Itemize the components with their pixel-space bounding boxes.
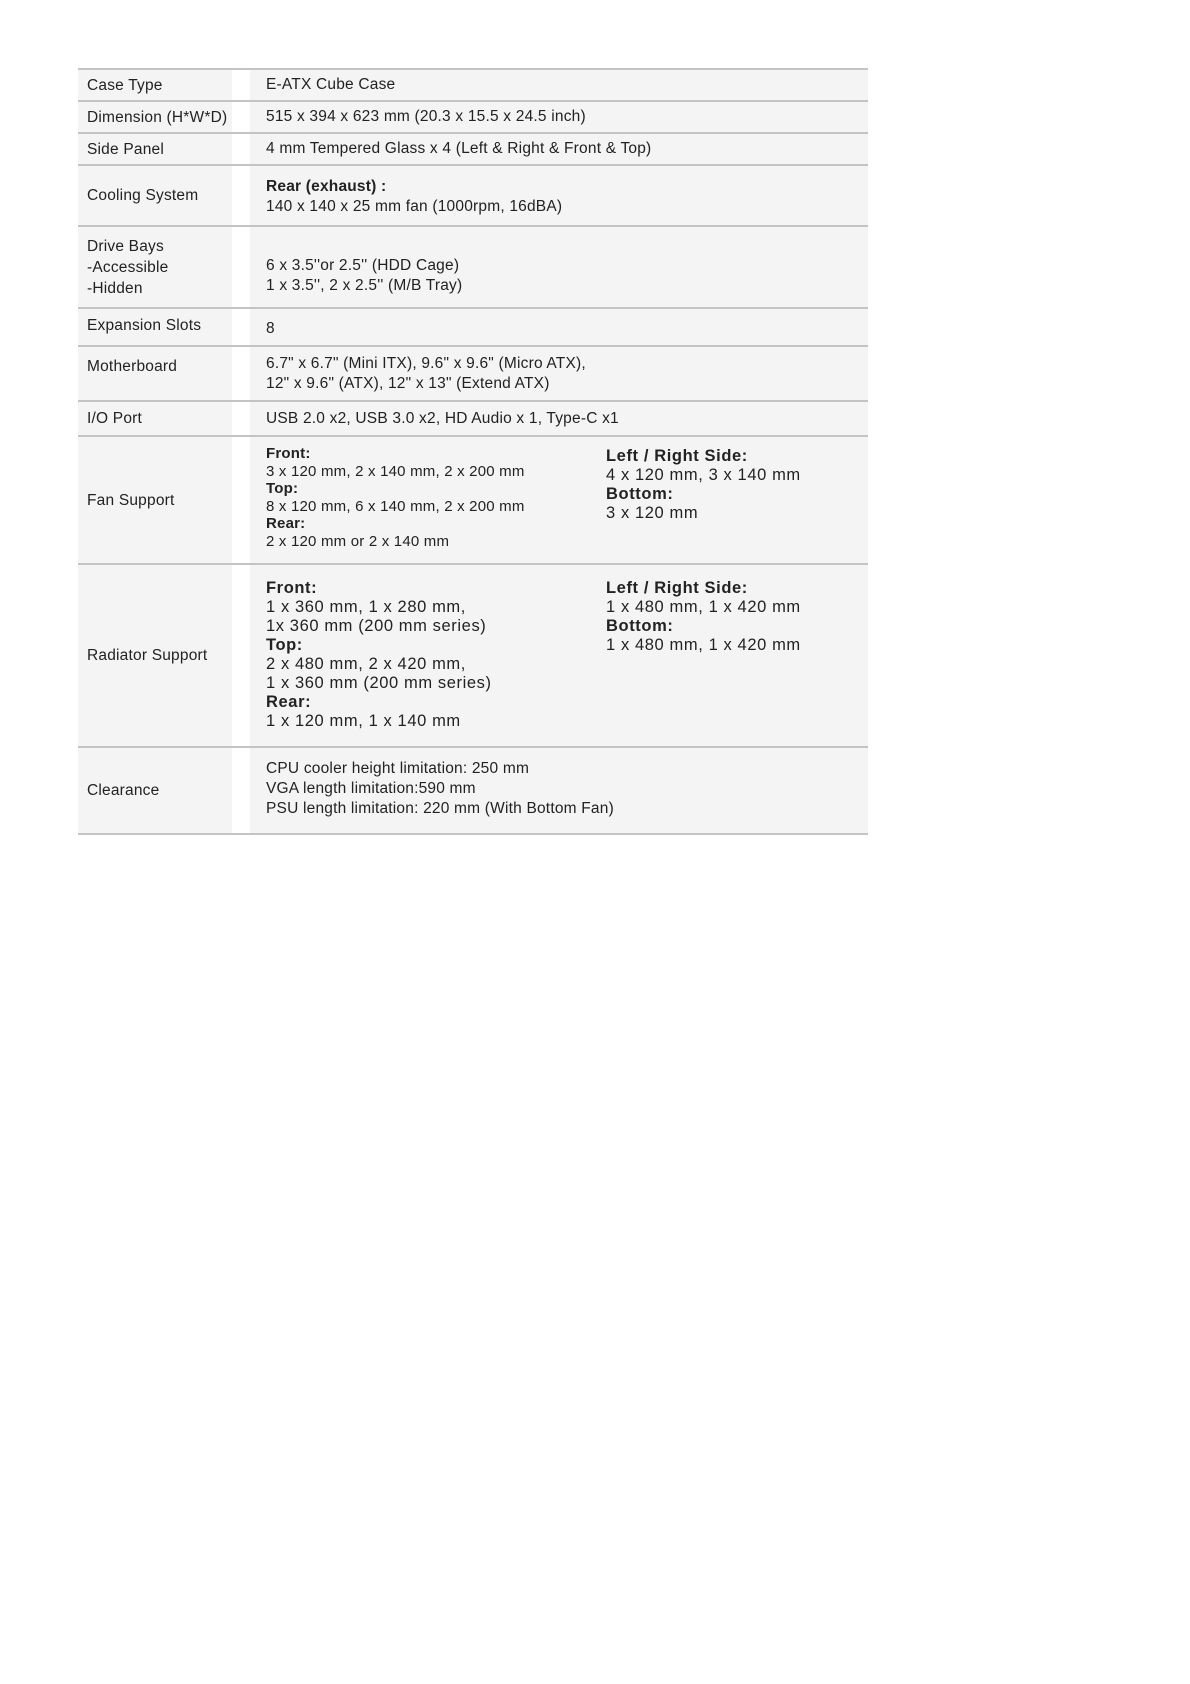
row-case-type xyxy=(78,68,868,100)
label-cooling: Cooling System xyxy=(78,166,250,225)
row-dimension xyxy=(78,100,868,132)
value-expansion: 8 xyxy=(250,309,868,345)
label-side-panel: Side Panel xyxy=(78,134,250,164)
rad-side-heading: Left / Right Side: xyxy=(606,579,748,597)
row-clearance xyxy=(78,746,868,835)
drive-bays-label-0: Drive Bays xyxy=(87,237,164,255)
rad-side-value: 1 x 480 mm, 1 x 420 mm xyxy=(606,598,801,616)
rad-bottom-heading: Bottom: xyxy=(606,617,674,635)
rad-front-value-2: 1x 360 mm (200 mm series) xyxy=(266,617,487,635)
label-drive-bays xyxy=(78,227,250,307)
fan-bottom-value: 3 x 120 mm xyxy=(606,504,699,522)
row-cooling xyxy=(78,164,868,225)
value-motherboard xyxy=(250,347,868,400)
clearance-value-1: VGA length limitation:590 mm xyxy=(266,779,476,797)
value-radiator-support xyxy=(250,565,868,746)
row-radiator-support xyxy=(78,563,868,746)
rad-bottom-value: 1 x 480 mm, 1 x 420 mm xyxy=(606,636,801,654)
label-expansion: Expansion Slots xyxy=(78,309,250,345)
rad-front-heading: Front: xyxy=(266,579,318,597)
value-clearance xyxy=(250,748,868,833)
rad-top-value-2: 1 x 360 mm (200 mm series) xyxy=(266,674,492,692)
motherboard-value-0: 6.7" x 6.7" (Mini ITX), 9.6" x 9.6" (Micro ATX), xyxy=(266,354,586,372)
fan-top-heading: Top: xyxy=(266,480,299,497)
rad-top-heading: Top: xyxy=(266,636,303,654)
label-io-port: I/O Port xyxy=(78,402,250,435)
rad-front-value-1: 1 x 360 mm, 1 x 280 mm, xyxy=(266,598,466,616)
drive-bays-value-0: 6 x 3.5''or 2.5'' (HDD Cage) xyxy=(266,257,460,274)
row-drive-bays xyxy=(78,225,868,307)
label-radiator-support: Radiator Support xyxy=(78,565,250,746)
rad-rear-heading: Rear: xyxy=(266,693,312,711)
value-io-port: USB 2.0 x2, USB 3.0 x2, HD Audio x 1, Type-C x1 xyxy=(250,402,868,435)
row-motherboard xyxy=(78,345,868,400)
drive-bays-label-2: -Hidden xyxy=(87,279,143,297)
value-fan-support xyxy=(250,437,868,563)
drive-bays-value-1: 1 x 3.5'', 2 x 2.5'' (M/B Tray) xyxy=(266,277,463,294)
row-io-port xyxy=(78,400,868,435)
radiator-support-right xyxy=(606,579,868,746)
spec-table xyxy=(78,68,868,835)
value-side-panel: 4 mm Tempered Glass x 4 (Left & Right & Front & Top) xyxy=(250,134,868,164)
label-dimension: Dimension (H*W*D) xyxy=(78,102,250,132)
label-case-type: Case Type xyxy=(78,70,250,100)
label-motherboard: Motherboard xyxy=(78,347,250,400)
value-drive-bays xyxy=(250,227,868,307)
fan-rear-value: 2 x 120 mm or 2 x 140 mm xyxy=(266,532,450,550)
label-fan-support: Fan Support xyxy=(78,437,250,563)
motherboard-value-1: 12" x 9.6" (ATX), 12" x 13" (Extend ATX) xyxy=(266,374,550,392)
clearance-value-0: CPU cooler height limitation: 250 mm xyxy=(266,759,530,777)
fan-rear-heading: Rear: xyxy=(266,515,306,532)
value-case-type: E-ATX Cube Case xyxy=(250,70,868,100)
radiator-support-left xyxy=(266,579,606,746)
fan-side-heading: Left / Right Side: xyxy=(606,447,748,465)
row-fan-support xyxy=(78,435,868,563)
fan-support-right xyxy=(606,445,868,563)
fan-top-value: 8 x 120 mm, 6 x 140 mm, 2 x 200 mm xyxy=(266,497,525,515)
cooling-value: 140 x 140 x 25 mm fan (1000rpm, 16dBA) xyxy=(266,197,563,215)
fan-support-left xyxy=(266,445,606,563)
fan-front-value: 3 x 120 mm, 2 x 140 mm, 2 x 200 mm xyxy=(266,462,525,480)
fan-side-value: 4 x 120 mm, 3 x 140 mm xyxy=(606,466,801,484)
value-dimension: 515 x 394 x 623 mm (20.3 x 15.5 x 24.5 inch) xyxy=(250,102,868,132)
fan-front-heading: Front: xyxy=(266,445,311,462)
rad-rear-value: 1 x 120 mm, 1 x 140 mm xyxy=(266,712,461,730)
fan-bottom-heading: Bottom: xyxy=(606,485,674,503)
row-expansion xyxy=(78,307,868,345)
label-clearance: Clearance xyxy=(78,748,250,833)
clearance-value-2: PSU length limitation: 220 mm (With Bottom Fan) xyxy=(266,799,614,817)
rad-top-value-1: 2 x 480 mm, 2 x 420 mm, xyxy=(266,655,466,673)
drive-bays-label-1: -Accessible xyxy=(87,258,169,276)
row-side-panel xyxy=(78,132,868,164)
value-cooling xyxy=(250,166,868,225)
cooling-heading: Rear (exhaust) : xyxy=(266,177,387,195)
